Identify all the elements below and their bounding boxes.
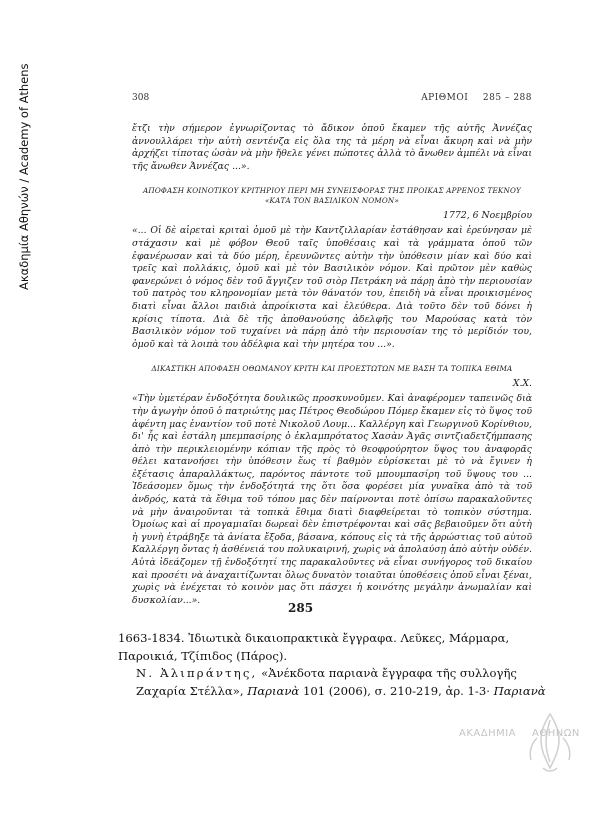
entry-range: 285 – 288 (482, 93, 532, 103)
section-date-1772: 1772, 6 Νοεμβρίου (443, 210, 532, 222)
archive-side-label (4, 40, 44, 290)
section-heading-ottoman-judge: ΔΙΚΑΣΤΙΚΗ ΑΠΟΦΑΣΗ ΟΘΩΜΑΝΟΥ ΚΡΙΤΗ ΚΑΙ ΠΡΟΕΣΤΩΤΩΝ ΜΕ ΒΑΣΗ ΤΑ ΤΟΠΙΚΑ ΕΘΙΜΑ (151, 364, 513, 374)
running-header (132, 93, 532, 109)
section-text-ottoman-judge: «Τὴν ὑμετέραν ἐνδοξότητα δουλικῶς προσκυνοῦμεν. Καὶ ἀναφέρομεν ταπεινῶς διὰ τὴν ἀγωγὴν ὁποῦ ὁ πατριώτης μας Πέτρος Θεοδώρου Πόμερ ἔκαμεν εἰς τὸ ὕψος τοῦ ἀφέντη μας ἐναντίον τοῦ ποτὲ Νικολοῦ Λουμ... Καλλέργη καὶ Γεωργινοῦ Κορίνθιου, δι' ἧς καὶ ἐστάλη μπεμπασίρης ὁ ἐκλαμπρότατος Χασὰν Ἀγᾶς σιντζιαδετζήμπασης ἀπὸ τὴν περικλειομένην κόπιαν τῆς πρὸς τὸ θεοφρούρητον ὕψος του ἀναφορᾶς θέλει κατανοήσει τὴν ὑπόθεσιν ἕως τί βαθμὸν εὑρίσκεται μὲ τὸ νὰ ἔγινεν ἡ ἐξέτασις ἀπαραλλάκτως, παρόντος πάντοτε τοῦ μπουμπασίρη τοῦ ὕψους του ... Ἰδεάσομεν ὅμως τὴν ἐνδοξότητά της ὅτι ὅσα φορέσει μία γυναῖκα ἀπὸ τὰ τοῦ ἀνδρός, κατὰ τὰ ἔθιμα τοῦ τόπου μας δὲν παίρνονται ποτὲ ὀπίσω παρακαλοῦντες νὰ μὴν ἀναιροῦνται τὰ τοπικὰ ἔθιμα διατὶ διαφθείρεται τὸ τοπικὸν σύστημα. Ὁμοίως καὶ αἱ προγαμιαῖαι δωρεαὶ δὲν ἐπιστρέφονται καὶ σᾶς βεβαιοῦμεν ὅτι αὐτὴ ἡ γυνὴ ἐτράβηξε τὰ ἀνίατα ἔξοδα, βάσανα, κόπους εἰς τὰ τῆς ἀρρώστιας τοῦ αὐτοῦ Καλλέργη ὄντας ἡ ἀσθένειά του πολυκαιρινή, χωρὶς νὰ ἀπολαύσῃ ἀπὸ αὐτὴν οὐδέν. Αὐτὰ ἰδεάζομεν τῇ ἐνδοξότητί της παρακαλοῦντες νὰ εἶναι συνήγορος τοῦ δικαίου καὶ προσέτι νὰ ἀναχαιτίζωνται ὅλως δυνατὸν τοιαῦται ὑποθέσεις ὁποῦ εἶναι ξέναι, χωρὶς νὰ ἐνέχεται τὸ κοινὸν μας ὅτι πάσχει ἡ κοινότης μεγάλην ἀνωμαλίαν καὶ δυσκολίαν...». (132, 393, 532, 606)
entry-ref-title: «Ἀνέκδοτα παριανὰ ἔγγραφα τῆς συλλογῆς Ζαχαρία Στέλλα», (136, 666, 517, 698)
entry-ref-journal: Παριανὰ (247, 683, 300, 698)
entry-ref-journal-2: Παριανὰ (493, 683, 546, 698)
watermark-text-left: ΑΚΑΔΗΜΙΑ (459, 728, 517, 739)
continued-paragraph: ἔτζι τὴν σήμερον ἐγνωρίζοντας τὸ ἄδικον ὁποῦ ἔκαμεν τῆς αὐτῆς Ἀννέζας ἀννουλλάρει τὴν αὐτὴ σεντένζα εἰς ὅλα της τὰ μέρη νὰ εἶναι ἄκυρη καὶ νὰ μὴν ἀρχήζει τίποτας ὡσὰν νὰ μὴν ἤθελε γένει πώποτες ἀλλὰ τὸ ἄνωθεν ἀμπέλι νὰ εἶναι τῆς ἄνωθεν Ἀννέζας ...». (132, 123, 532, 172)
section-heading-community-court: ΑΠΟΦΑΣΗ ΚΟΙΝΟΤΙΚΟΥ ΚΡΙΤΗΡΙΟΥ ΠΕΡΙ ΜΗ ΣΥΝΕΙΣΦΟΡΑΣ ΤΗΣ ΠΡΟΙΚΑΣ ΑΡΡΕΝΟΣ ΤΕΚΝΟΥ «ΚΑΤΑ ΤΟΝ ΒΑΣΙΛΙΚΟΝ ΝΟΜΟΝ» (142, 186, 521, 206)
entry-description: 1663-1834. Ἰδιωτικὰ δικαιοπρακτικὰ ἔγγραφα. Λεῦκες, Μάρμαρα, Παροικιά, Τζίπιδος (Πάρος). (118, 631, 510, 663)
page-body (132, 93, 532, 607)
section-date-xx: Χ.Χ. (512, 378, 532, 390)
journal-name: ΑΡΙΘΜΟΙ (421, 93, 469, 103)
entry-ref-details: 101 (2006), σ. 210-219, ἀρ. 1-3· (302, 683, 490, 698)
bibliographic-entry (118, 630, 553, 700)
running-title (421, 93, 532, 103)
entry-number: 285 (288, 601, 314, 615)
entry-reference (118, 665, 553, 700)
entry-author: Ν. Ἀλιπράντης, (136, 666, 258, 680)
academy-owl-watermark-icon (515, 708, 585, 778)
page-number: 308 (132, 93, 150, 103)
archive-side-label-text: Ακαδημία Αθηνών / Academy of Athens (17, 63, 31, 290)
section-text-community-court: «... Οἱ δὲ αἱρεταὶ κριταὶ ὁμοῦ μὲ τὴν Καντζιλλαρίαν ἐστάθησαν καὶ ἐρεύνησαν μὲ στάχασιν καὶ μὲ φόβον Θεοῦ ταῖς ὑποθέσαις καὶ τὰ γράμματα ὁποῦ τῶν ἐφανέρωσαν καὶ τὰ δύο μέρη, ἐρευνῶντες αὐτὴν τὴν ὑπόθεσιν μίαν καὶ δύο καὶ τρεῖς καὶ πολλάκις, ὁμοῦ καὶ μὲ τὸν Βασιλικὸν νόμον. Καὶ πρῶτον μὲν καθὼς φανερώνει ὁ νόμος δὲν τοῦ ἄγγιζεν τοῦ σιὸρ Πετράκη νὰ πάρῃ ἀπὸ τὴν περιουσίαν τοῦ πατρὸς του κληρονομίαν μετὰ τὸν θάνατόν του, ἐπειδὴ νὰ εἶναι προικισμένος διατὶ εἶναι ἄλλοι παιδιὰ ἀπροίκιστα καὶ ἐλεύθερα. Διὰ τοῦτο δὲν τοῦ δόνει ἡ κρίσις τίποτα. Διὰ δὲ τῆς ἀποθανούσης ἀδελφῆς του Μαρούσας κατὰ τὸν Βασιλικὸν νόμον τοῦ τυχαίνει νὰ πάρῃ ἀπὸ τὴν περιουσίαν της τὸ μερίδιόν του, ὁμοῦ καὶ τὰ λοιπὰ του ἀδέλφια καὶ τὴν μητέρα του ...». (132, 225, 532, 350)
watermark-text-right: ΑΘΗΝΩΝ (532, 728, 580, 739)
